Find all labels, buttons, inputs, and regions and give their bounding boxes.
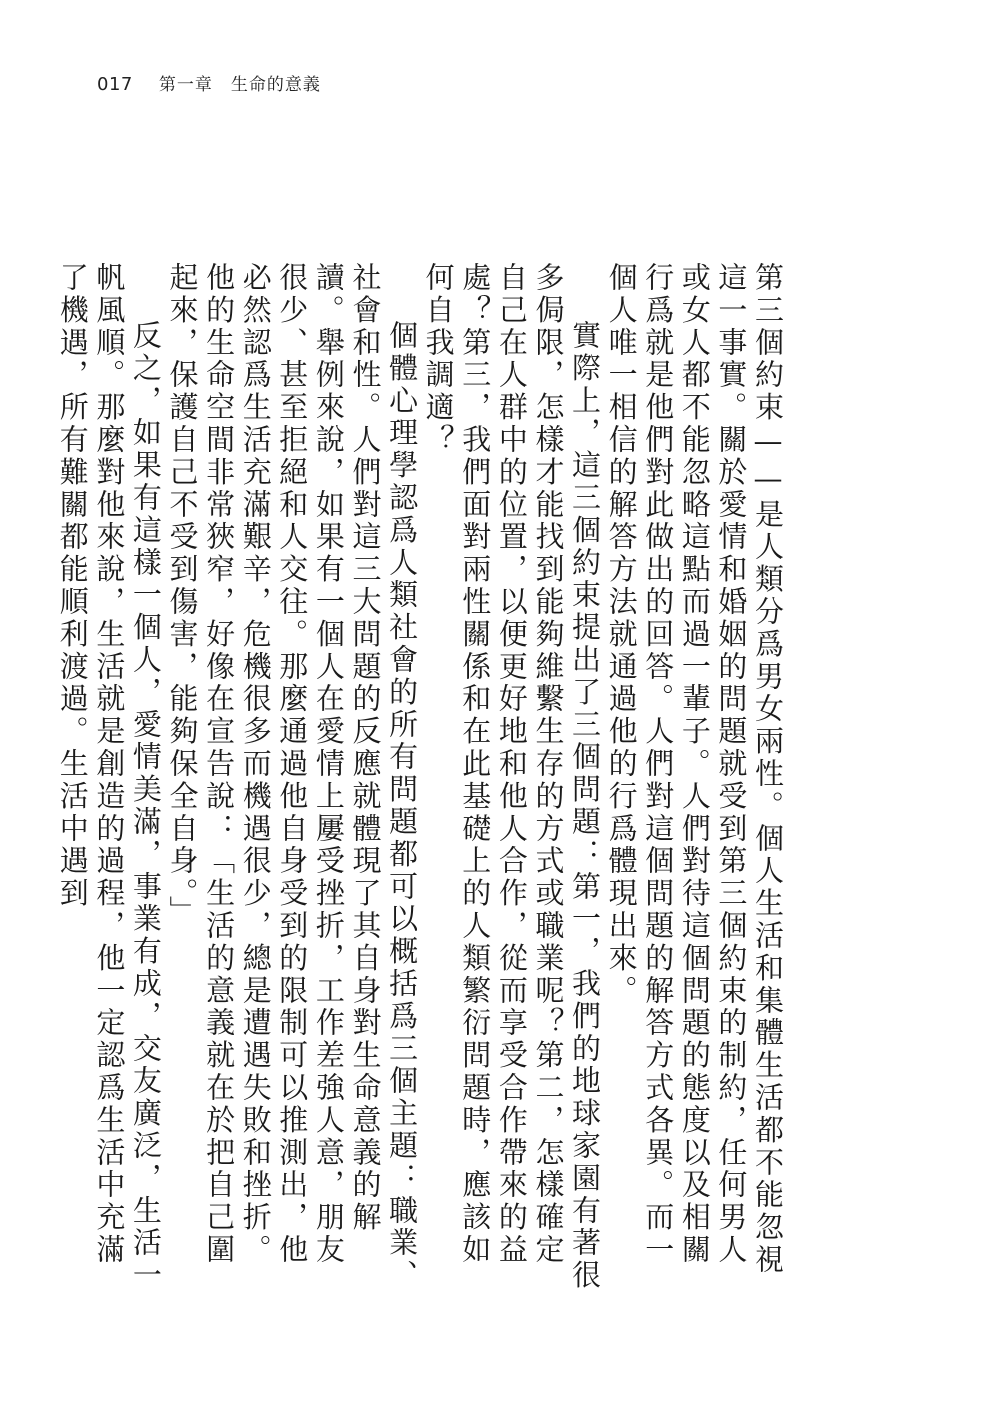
vertical-body-text — [54, 262, 786, 1292]
paragraph-conversely: 反之，如果有這樣一個人，愛情美滿，事業有成，交友廣泛，生活一帆風順。那麼對他來說，生活就是創造的過程，他一定認爲生活中充滿了機遇，所有難關都能順利渡過。生活中遇到 — [55, 262, 163, 1292]
chapter-title: 第一章 生命的意義 — [158, 75, 321, 95]
running-header — [97, 70, 321, 100]
paragraph-individual-psychology: 個體心理學認爲人類社會的所有問題都可以概括爲三個主題：職業、社會和性。人們對這三大問題的反應就體現了其自身對生命意義的解讀。舉例來說，如果有一個人在愛情上屢受挫折，工作差強人意，朋友很少、甚至拒絕和人交往。那麼通過他自身受到的限制可以推測出，他必然認爲生活充滿艱辛，危機很多而機遇很少，總是遭遇失敗和挫折。他的生命空間非常狹窄，好像在宣告說：「生活的意義就在於把自己圍起來，保護自己不受到傷害，能夠保全自身。」 — [165, 262, 420, 1292]
paragraph-third-constraint: 第三個約束——是人類分爲男女兩性。個人生活和集體生活都不能忽視這一事實。關於愛情和婚姻的問題就受到第三個約束的制約，任何男人或女人都不能忽略這點而過一輩子。人們對待這個問題的態度以及相關行爲就是他們對此做出的回答。人們對這個問題的解答方式各異。而一個人唯一相信的解答方法就通過他的行爲體現出來。 — [604, 262, 785, 1277]
paragraph-three-questions: 實際上，這三個約束提出了三個問題：第一，我們的地球家園有著很多侷限，怎樣才能找到能夠維繫生存的方式或職業呢？第二，怎樣確定自己在人群中的位置，以便更好地和他人合作，從而享受合作帶來的益處？第三，我們面對兩性關係和在此基礎上的人類繁衍問題時，應該如何自我調適？ — [421, 262, 603, 1292]
page-number: 017 — [97, 74, 133, 95]
